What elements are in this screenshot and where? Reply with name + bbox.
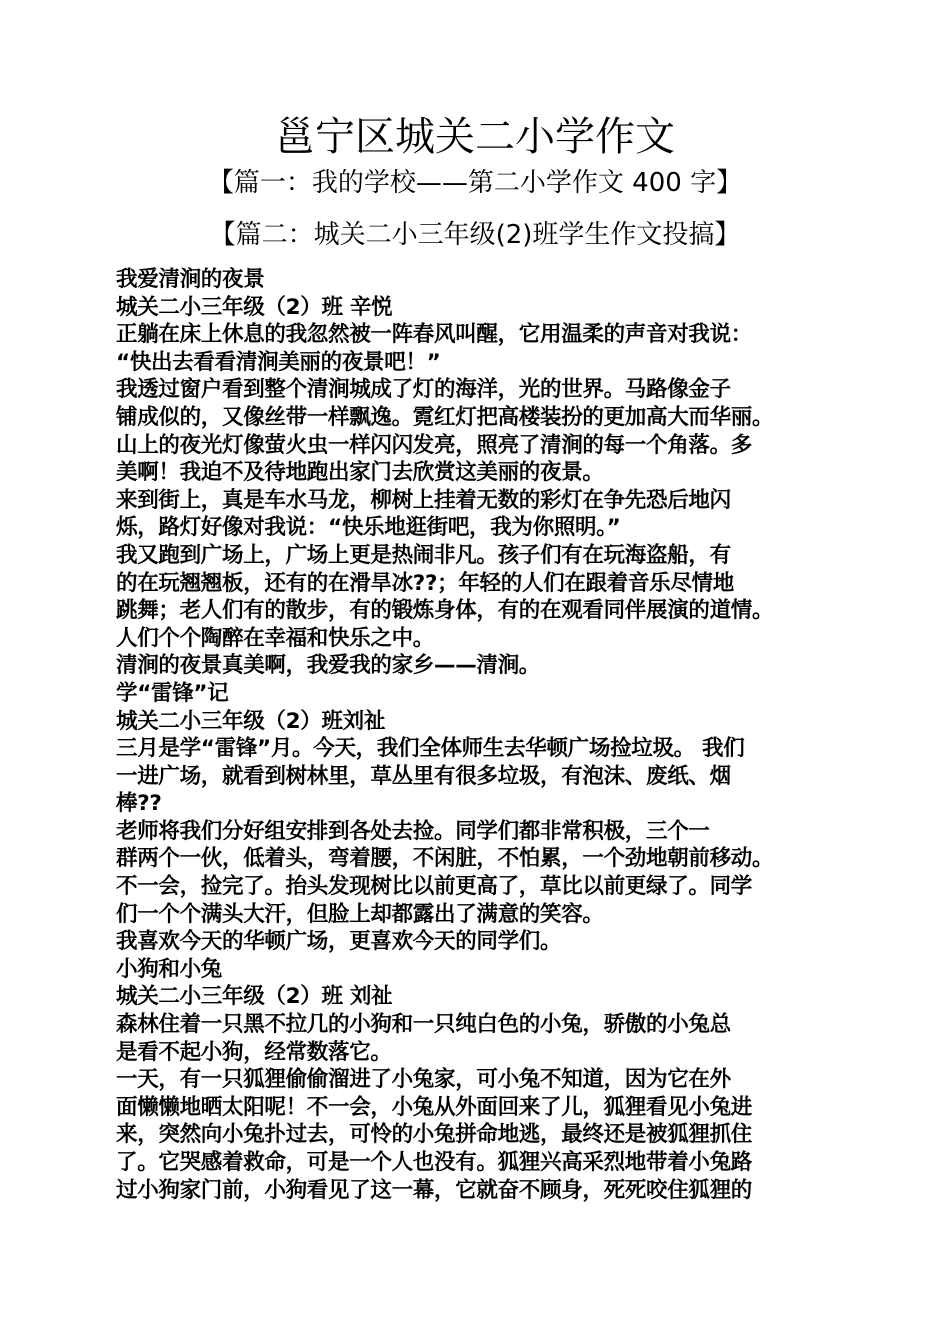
text-line: 老师将我们分好组安排到各处去捡。同学们都非常积极，三个一 bbox=[116, 818, 710, 844]
essay-author-line: 城关二小三年级（2）班 辛悦 bbox=[116, 294, 393, 320]
text-line: 美啊！我迫不及待地跑出家门去欣赏这美丽的夜景。 bbox=[116, 460, 604, 486]
text-line: 铺成似的，又像丝带一样飘逸。霓红灯把高楼装扮的更加高大而华丽。 bbox=[116, 404, 774, 430]
text-line: 面懒懒地晒太阳呢！不一会，小兔从外面回来了儿，狐狸看见小兔进 bbox=[116, 1094, 753, 1120]
essay-author-line: 城关二小三年级（2）班 刘祉 bbox=[116, 984, 393, 1010]
text-line: 是看不起小狗，经常数落它。 bbox=[116, 1039, 392, 1065]
text-line: 了。它哭感着救命，可是一个人也没有。狐狸兴高采烈地带着小兔路 bbox=[116, 1150, 753, 1175]
text-line: 山上的夜光灯像萤火虫一样闪闪发亮，照亮了清涧的每一个角落。多 bbox=[116, 432, 753, 458]
text-line: 跳舞；老人们有的散步，有的锻炼身体，有的在观看同伴展演的道情。 bbox=[116, 598, 774, 624]
subtitle-part-two: 【篇二：城关二小三年级(2)班学生作文投搞】 bbox=[209, 220, 741, 250]
text-line: 人们个个陶醉在幸福和快乐之中。 bbox=[116, 625, 435, 651]
text-line: 一天，有一只狐狸偷偷溜进了小兔家，可小兔不知道，因为它在外 bbox=[116, 1067, 731, 1093]
text-line: 来，突然向小兔扑过去，可怜的小兔拼命地逃，最终还是被狐狸抓住 bbox=[116, 1122, 753, 1148]
text-line: “快出去看看清涧美丽的夜景吧！” bbox=[116, 349, 441, 375]
document-title: 邕宁区城关二小学作文 bbox=[275, 114, 675, 160]
text-line: 我又跑到广场上，广场上更是热闹非凡。孩子们有在玩海盗船，有 bbox=[116, 542, 731, 568]
text-line: 三月是学“雷锋”月。今天，我们全体师生去华顿广场捡垃圾。 我们 bbox=[116, 736, 745, 762]
text-line: 来到街上，真是车水马龙，柳树上挂着无数的彩灯在争先恐后地闪 bbox=[116, 487, 731, 513]
text-line: 一进广场，就看到树林里，草丛里有很多垃圾，有泡沫、废纸、烟 bbox=[116, 763, 731, 789]
text-line: 正躺在床上休息的我忽然被一阵春风叫醒，它用温柔的声音对我说： bbox=[116, 322, 753, 348]
text-line: 过小狗家门前，小狗看见了这一幕，它就奋不顾身，死死咬住狐狸的 bbox=[116, 1177, 753, 1203]
text-line: 棒?? bbox=[116, 791, 162, 817]
essay-body bbox=[116, 266, 846, 1204]
text-line: 清涧的夜景真美啊，我爱我的家乡——清涧。 bbox=[116, 653, 541, 679]
essay-title-lei-feng: 学“雷锋”记 bbox=[116, 680, 229, 706]
text-line: 森林住着一只黑不拉几的小狗和一只纯白色的小兔，骄傲的小兔总 bbox=[116, 1012, 731, 1038]
subtitle-part-one: 【篇一：我的学校——第二小学作文 400 字】 bbox=[207, 168, 743, 198]
text-line: 不一会，捡完了。抬头发现树比以前更高了，草比以前更绿了。同学 bbox=[116, 874, 753, 900]
essay-title-night-view: 我爱清涧的夜景 bbox=[116, 267, 265, 292]
text-line: 们一个个满头大汗，但脸上却都露出了满意的笑容。 bbox=[116, 901, 604, 927]
text-line: 群两个一伙，低着头，弯着腰，不闲脏，不怕累，一个劲地朝前移动。 bbox=[116, 846, 774, 872]
essay-author-line: 城关二小三年级（2）班刘祉 bbox=[116, 708, 386, 734]
text-line: 的在玩翘翘板，还有的在滑旱冰??；年轻的人们在跟着音乐尽情地 bbox=[116, 570, 734, 596]
text-line: 烁，路灯好像对我说：“快乐地逛街吧，我为你照明。” bbox=[116, 515, 621, 541]
text-line: 我喜欢今天的华顿广场，更喜欢今天的同学们。 bbox=[116, 929, 562, 955]
essay-title-dog-rabbit: 小狗和小兔 bbox=[116, 956, 223, 982]
text-line: 我透过窗户看到整个清涧城成了灯的海洋，光的世界。马路像金子 bbox=[116, 377, 731, 403]
